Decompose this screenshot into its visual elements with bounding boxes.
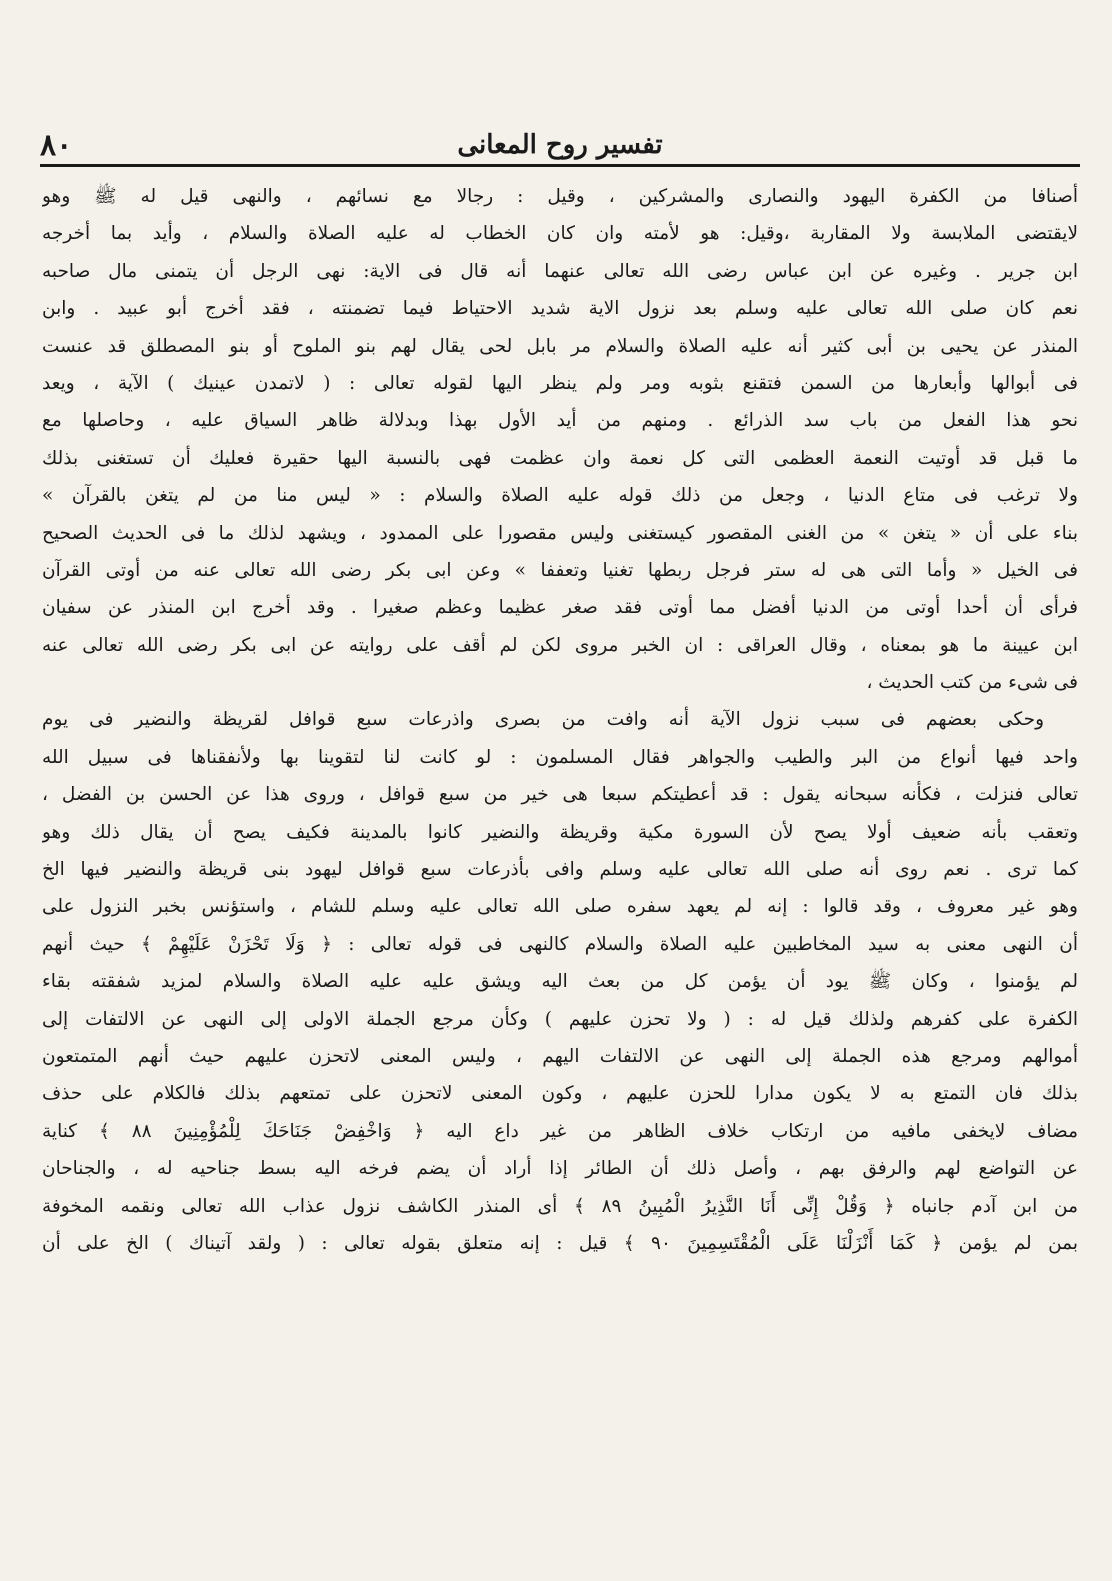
text-line: كما ترى . نعم روى أنه صلى الله تعالى عليه وسلم وافى بأذرعات سبع قوافل ليهود بنى قريظة والنضير فيها الخ bbox=[42, 859, 1078, 881]
text-line: ابن عيينة ما هو بمعناه ، وقال العراقى : ان الخبر مروى لكن لم أقف على روايته عن ابى بكر رضى الله تعالى عنه bbox=[42, 634, 1078, 656]
text-line: أموالهم ومرجع هذه الجملة إلى النهى عن الالتفات اليهم ، وليس المعنى لاتحزن عليهم حيث أنهم المتمتعون bbox=[42, 1045, 1078, 1067]
text-line: ابن جرير . وغيره عن ابن عباس رضى الله تعالى عنهما أنه قال فى الاية: نهى الرجل أن يتمنى مال صاحبه bbox=[42, 260, 1078, 282]
text-line: ما قبل قد أوتيت النعمة العظمى التى كل نعمة وان عظمت فهى بالنسبة اليها حقيرة فعليك أن تستغنى بذلك bbox=[42, 447, 1078, 469]
text-line: الكفرة على كفرهم ولذلك قيل له : ( ولا تحزن عليهم ) وكأن مرجع الجملة الاولى إلى النهى عن الالتفات إلى bbox=[42, 1008, 1078, 1030]
text-line: لايقتضى الملابسة ولا المقاربة ،وقيل: هو لأمته وان كان الخطاب له عليه الصلاة والسلام ، وأيد بما أخرجه bbox=[42, 223, 1078, 245]
page-header bbox=[40, 128, 1080, 168]
text-line: وحكى بعضهم فى سبب نزول الآية أنه وافت من بصرى واذرعات سبع قوافل لقريظة والنضير فى يوم bbox=[42, 709, 1044, 731]
text-line: وتعقب بأنه ضعيف أولا يصح لأن السورة مكية وقريظة والنضير كانوا بالمدينة فكيف يصح أن يقال ذلك وهو bbox=[42, 821, 1078, 843]
text-line: مضاف لايخفى مافيه من ارتكاب خلاف الظاهر من غير داع اليه ﴿ وَاخْفِضْ جَنَاحَكَ لِلْمُؤْمِنِينَ ٨٨ ﴾ كناية bbox=[42, 1120, 1078, 1142]
text-line: لم يؤمنوا ، وكان ﷺ يود أن يؤمن كل من بعث اليه ويشق عليه عليه الصلاة والسلام لمزيد شفقته بقاء bbox=[42, 971, 1078, 993]
text-line: فى أبوالها وأبعارها من السمن فتقنع بثوبه ومر ولم ينظر اليها لقوله تعالى : ( لاتمدن عينيك ) الآية ، ويعد bbox=[42, 372, 1078, 394]
text-line: فى الخيل « وأما التى هى له ستر فرجل ربطها تغنيا وتعففا » وعن ابى بكر رضى الله تعالى عنه من أوتى القرآن bbox=[42, 559, 1078, 581]
text-line: فى شىء من كتب الحديث ، bbox=[866, 672, 1078, 694]
text-line: بناء على أن « يتغن » من الغنى المقصور كيستغنى وليس مقصورا على الممدود ، ويشهد لذلك ما فى الحديث الصحيح bbox=[42, 522, 1078, 544]
text-line: من ابن آدم جانباه ﴿ وَقُلْ إِنِّى أَنَا النَّذِيرُ الْمُبِينُ ٨٩ ﴾ أى المنذر الكاشف نزول عذاب الله تعالى ونقمه المخوفة bbox=[42, 1195, 1078, 1217]
text-line: وهو غير معروف ، وقد قالوا : إنه لم يعهد سفره صلى الله تعالى عليه وسلم للشام ، واستؤنس بخبر النزول على bbox=[42, 896, 1078, 918]
text-line: نعم كان صلى الله تعالى عليه وسلم بعد نزول الاية شديد الاحتياط فيما تضمنته ، فقد أخرج أبو عبيد . وابن bbox=[42, 298, 1078, 320]
text-line: تعالى فنزلت ، فكأنه سبحانه يقول : قد أعطيتكم سبعا هى خير من سبع قوافل ، وروى هذا عن الحسن بن الفضل ، bbox=[42, 784, 1078, 806]
text-line: عن التواضع لهم والرفق بهم ، وأصل ذلك أن الطائر إذا أراد أن يضم فرخه اليه بسط جناحيه له ، والجناحان bbox=[42, 1158, 1078, 1180]
text-line: فرأى أن أحدا أوتى من الدنيا أفضل مما أوتى فقد صغر عظيما وعظم صغيرا . وقد أخرج ابن المنذر عن سفيان bbox=[42, 597, 1078, 619]
text-line: أصنافا من الكفرة اليهود والنصارى والمشركين ، وقيل : رجالا مع نسائهم ، والنهى قيل له ﷺ وهو bbox=[42, 186, 1078, 207]
running-title: تفسير روح المعانى bbox=[457, 130, 663, 160]
text-line: أن النهى معنى به سيد المخاطبين عليه الصلاة والسلام كالنهى فى قوله تعالى : ﴿ وَلَا تَحْزَنْ عَلَيْهِمْ ﴾ حيث أنهم bbox=[42, 933, 1078, 955]
body-text bbox=[42, 178, 1078, 1262]
text-line: بمن لم يؤمن ﴿ كَمَا أَنْزَلْنَا عَلَى الْمُقْتَسِمِينَ ٩٠ ﴾ قيل : إنه متعلق بقوله تعالى : ( ولقد آتيناك ) الخ على أن bbox=[42, 1232, 1078, 1254]
header-rule bbox=[40, 164, 1080, 167]
page-number: ٨٠ bbox=[40, 128, 73, 163]
text-line: واحد فيها أنواع من البر والطيب والجواهر فقال المسلمون : لو كانت لنا لتقوينا بها ولأنفقناها فى سبيل الله bbox=[42, 746, 1078, 768]
text-line: بذلك فان التمتع به لا يكون مدارا للحزن عليهم ، وكون المعنى لاتحزن على تمتعهم بذلك فالكلام على حذف bbox=[42, 1083, 1078, 1105]
text-line: المنذر عن يحيى بن أبى كثير أنه عليه الصلاة والسلام مر بابل لحى يقال لهم بنو الملوح أو بنو المصطلق قد عنست bbox=[42, 335, 1078, 357]
text-line: ولا ترغب فى متاع الدنيا ، وجعل من ذلك قوله عليه الصلاة والسلام : « ليس منا من لم يتغن بالقرآن » bbox=[42, 485, 1078, 507]
text-line: نحو هذا الفعل من باب سد الذرائع . ومنهم من أيد الأول بهذا وبدلالة ظاهر السياق عليه ، وحاصلها مع bbox=[42, 410, 1078, 432]
